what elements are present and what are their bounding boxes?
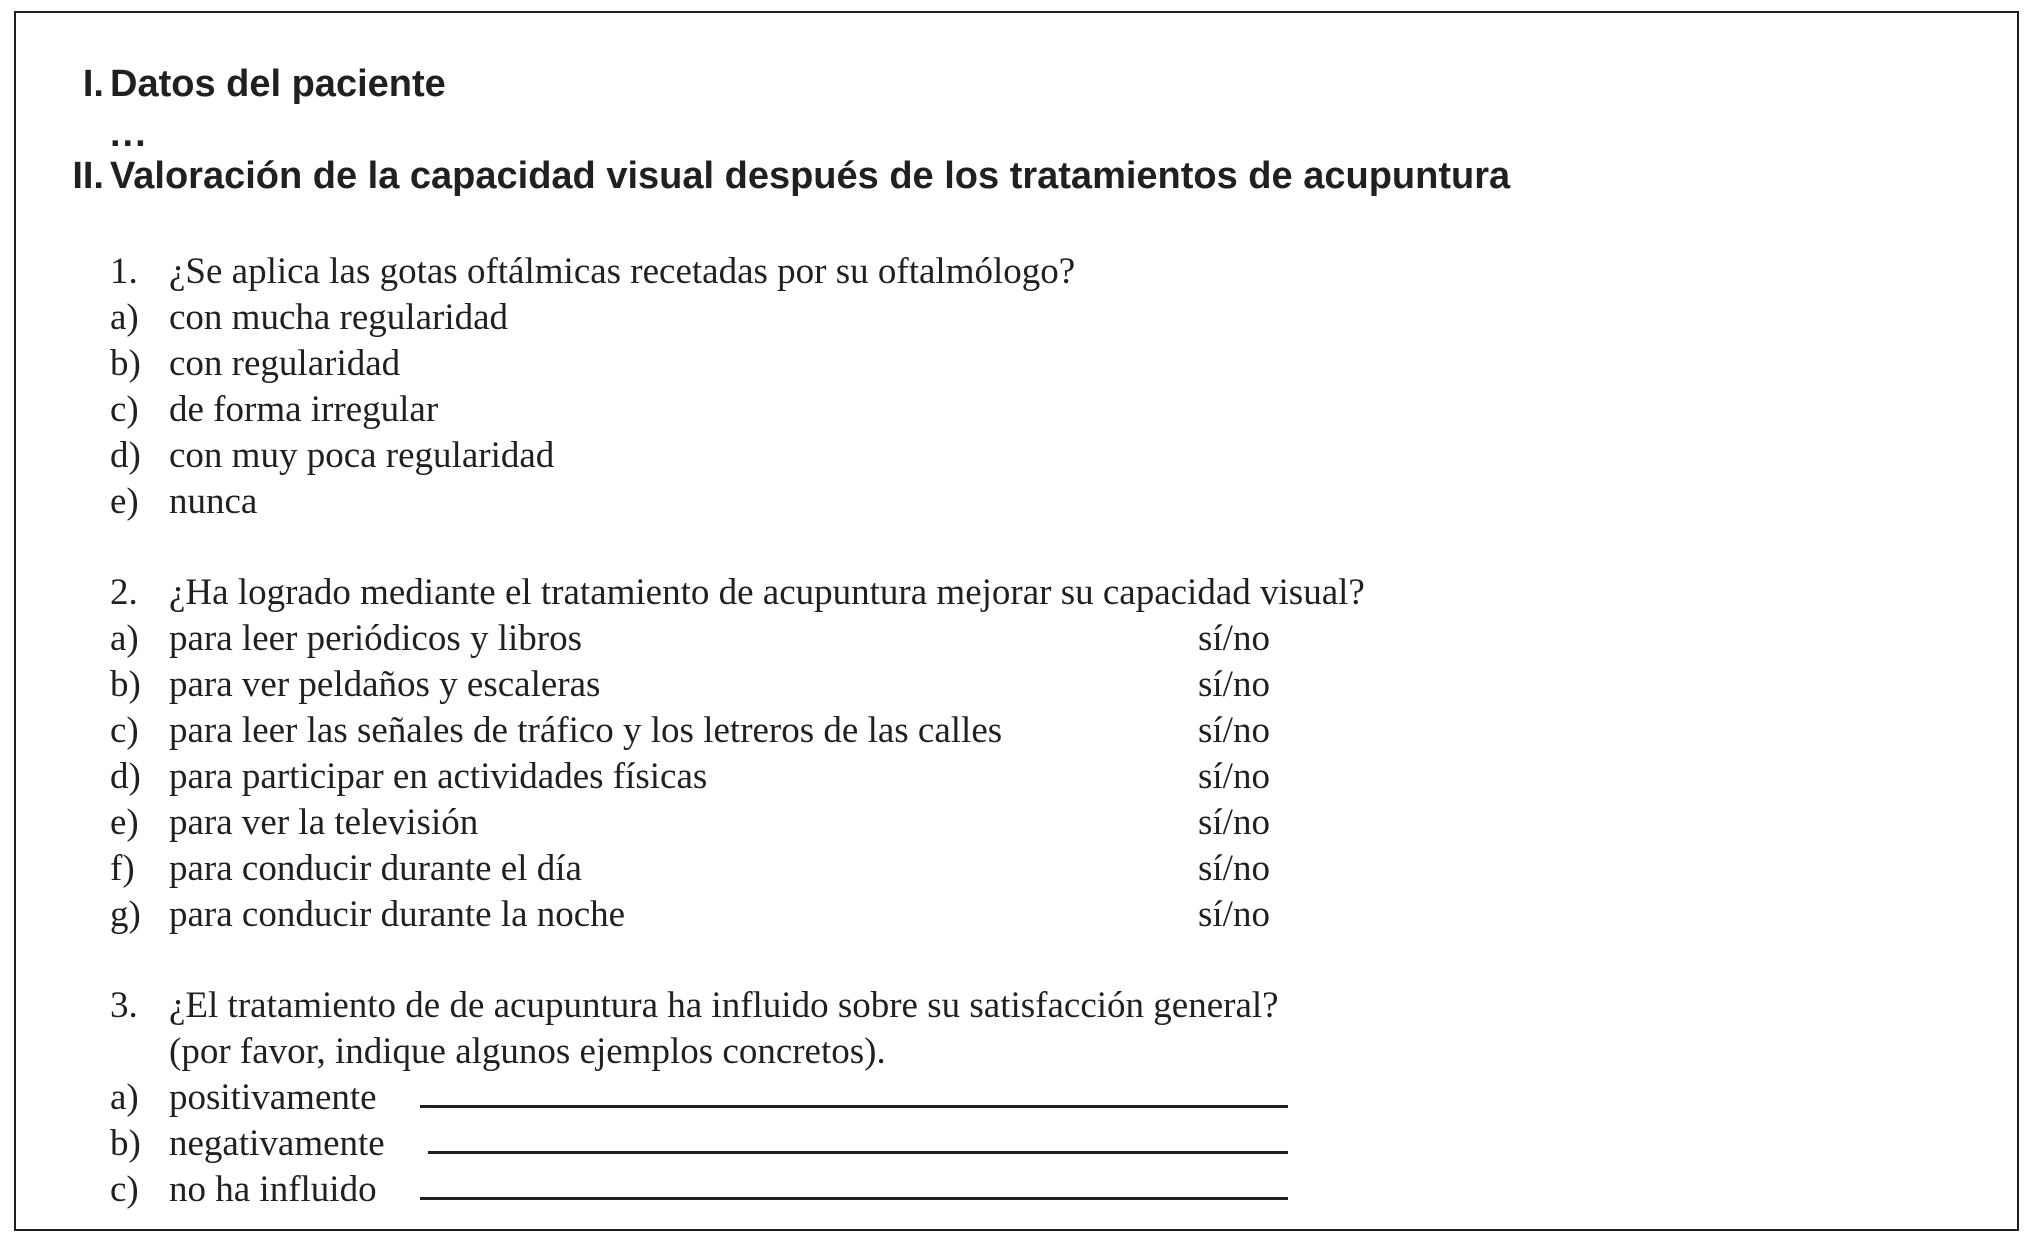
- q1-option-c[interactable]: [0, 387, 2033, 433]
- q3-option-c: [0, 1167, 2033, 1213]
- question-1-number: 1.: [110, 251, 138, 292]
- option-letter: f): [110, 848, 135, 889]
- q2-option-g: [0, 892, 2033, 938]
- option-letter: c): [110, 1169, 139, 1210]
- yes-no-answer[interactable]: sí/no: [1198, 756, 1270, 797]
- yes-no-answer[interactable]: sí/no: [1198, 710, 1270, 751]
- option-letter: a): [110, 618, 139, 659]
- option-letter: e): [110, 481, 139, 522]
- option-letter: b): [110, 343, 141, 384]
- option-text: con muy poca regularidad: [169, 435, 555, 476]
- yes-no-answer[interactable]: sí/no: [1198, 618, 1270, 659]
- option-text: para leer las señales de tráfico y los letreros de las calles: [169, 710, 1003, 751]
- option-text: nunca: [169, 481, 258, 522]
- question-3-number: 3.: [110, 985, 138, 1026]
- section-2-title: Valoración de la capacidad visual después de los tratamientos de acupuntura: [110, 155, 1511, 197]
- section-1-number: I.: [82, 63, 104, 105]
- yes-no-answer[interactable]: sí/no: [1198, 664, 1270, 705]
- section-2-number: II.: [72, 155, 104, 197]
- question-2-number: 2.: [110, 572, 138, 613]
- q1-option-b[interactable]: [0, 341, 2033, 387]
- option-letter: b): [110, 664, 141, 705]
- option-text: positivamente: [169, 1077, 377, 1118]
- q1-option-e[interactable]: [0, 479, 2033, 525]
- option-text: de forma irregular: [169, 389, 439, 430]
- question-2: [0, 570, 2033, 616]
- answer-blank-line[interactable]: [420, 1197, 1288, 1200]
- answer-blank-line[interactable]: [420, 1105, 1288, 1108]
- option-letter: a): [110, 297, 139, 338]
- question-3: [0, 983, 2033, 1029]
- section-1-continuation: ...: [110, 113, 148, 155]
- yes-no-answer[interactable]: sí/no: [1198, 802, 1270, 843]
- option-letter: c): [110, 389, 139, 430]
- q2-option-a: [0, 616, 2033, 662]
- option-text: para ver peldaños y escaleras: [169, 664, 601, 705]
- q1-option-d[interactable]: [0, 433, 2033, 479]
- question-3-note: [0, 1029, 2033, 1075]
- option-text: para conducir durante la noche: [169, 894, 626, 935]
- option-text: no ha influido: [169, 1169, 377, 1210]
- option-text: para participar en actividades físicas: [169, 756, 708, 797]
- question-3-note-text: (por favor, indique algunos ejemplos concretos).: [169, 1031, 886, 1072]
- q3-option-b: [0, 1121, 2033, 1167]
- yes-no-answer[interactable]: sí/no: [1198, 894, 1270, 935]
- q2-option-d: [0, 754, 2033, 800]
- q2-option-b: [0, 662, 2033, 708]
- option-letter: c): [110, 710, 139, 751]
- answer-blank-line[interactable]: [428, 1151, 1288, 1154]
- option-letter: g): [110, 894, 141, 935]
- option-letter: a): [110, 1077, 139, 1118]
- question-2-text: ¿Ha logrado mediante el tratamiento de acupuntura mejorar su capacidad visual?: [169, 572, 1365, 613]
- option-letter: d): [110, 756, 141, 797]
- q2-option-e: [0, 800, 2033, 846]
- option-text: negativamente: [169, 1123, 385, 1164]
- q3-option-a: [0, 1075, 2033, 1121]
- option-text: con mucha regularidad: [169, 297, 509, 338]
- option-letter: d): [110, 435, 141, 476]
- option-text: para leer periódicos y libros: [169, 618, 583, 659]
- option-text: para conducir durante el día: [169, 848, 582, 889]
- option-letter: b): [110, 1123, 141, 1164]
- q2-option-f: [0, 846, 2033, 892]
- question-1-text: ¿Se aplica las gotas oftálmicas recetadas por su oftalmólogo?: [169, 251, 1076, 292]
- q1-option-a[interactable]: [0, 295, 2033, 341]
- option-letter: e): [110, 802, 139, 843]
- option-text: para ver la televisión: [169, 802, 479, 843]
- q2-option-c: [0, 708, 2033, 754]
- option-text: con regularidad: [169, 343, 401, 384]
- question-3-text: ¿El tratamiento de de acupuntura ha influido sobre su satisfacción general?: [169, 985, 1279, 1026]
- section-1-title: Datos del paciente: [110, 63, 446, 105]
- question-1: [0, 249, 2033, 295]
- yes-no-answer[interactable]: sí/no: [1198, 848, 1270, 889]
